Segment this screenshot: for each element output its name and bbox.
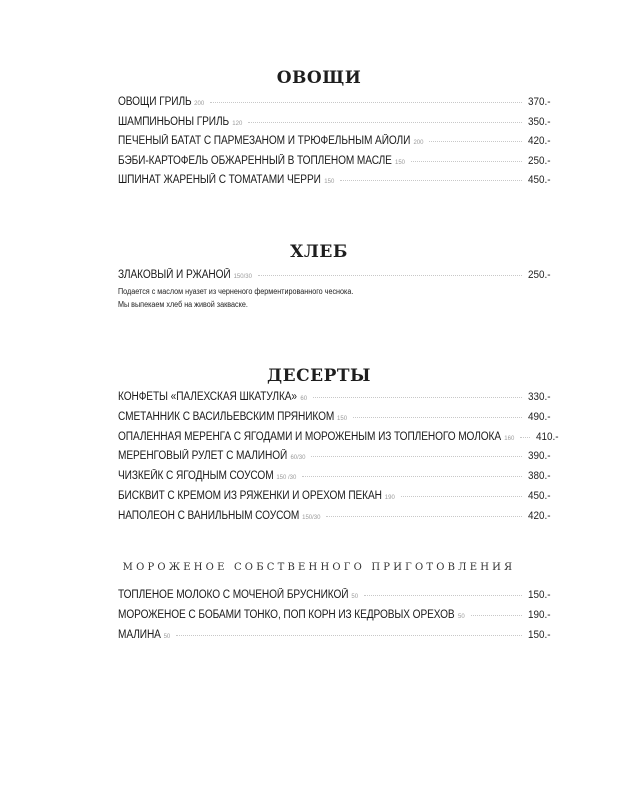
- section-title-bread: ХЛЕБ: [290, 242, 348, 262]
- leader-dots: [176, 635, 522, 636]
- leader-dots: [364, 595, 522, 596]
- menu-item: [118, 96, 556, 112]
- item-price: 150.-: [528, 589, 551, 601]
- item-name: ШПИНАТ ЖАРЕНЫЙ С ТОМАТАМИ ЧЕРРИ: [118, 174, 321, 186]
- leader-dots: [258, 275, 522, 276]
- item-price: 330.-: [528, 391, 551, 403]
- item-price: 410.-: [536, 431, 559, 443]
- item-price: 420.-: [528, 510, 551, 522]
- item-weight: 150: [394, 160, 405, 166]
- bread-note: Подается с маслом нуазет из черненого ферментированного чеснока.: [118, 287, 354, 296]
- item-name: ОПАЛЕННАЯ МЕРЕНГА С ЯГОДАМИ И МОРОЖЕНЫМ ИЗ ТОПЛЕНОГО МОЛОКА: [118, 431, 502, 443]
- item-weight: 150/30: [233, 274, 252, 280]
- item-weight: 120: [232, 121, 243, 127]
- item-weight: 150/30: [302, 515, 321, 521]
- item-price: 420.-: [528, 135, 551, 147]
- menu-item: [118, 609, 556, 625]
- leader-dots: [313, 397, 522, 398]
- item-name: МЕРЕНГОВЫЙ РУЛЕТ С МАЛИНОЙ: [118, 450, 288, 462]
- menu-item: [118, 174, 556, 190]
- item-name: МОРОЖЕНОЕ С БОБАМИ ТОНКО, ПОП КОРН ИЗ КЕДРОВЫХ ОРЕХОВ: [118, 609, 455, 621]
- item-weight: 60: [300, 396, 308, 402]
- item-price: 150.-: [528, 629, 551, 641]
- leader-dots: [326, 516, 522, 517]
- menu-item: [118, 510, 556, 526]
- item-name: ТОПЛЕНОЕ МОЛОКО С МОЧЕНОЙ БРУСНИКОЙ: [118, 589, 349, 601]
- menu-item: [118, 411, 556, 427]
- leader-dots: [401, 496, 522, 497]
- item-name: БИСКВИТ С КРЕМОМ ИЗ РЯЖЕНКИ И ОРЕХОМ ПЕКАН: [118, 490, 382, 502]
- item-price: 250.-: [528, 155, 551, 167]
- item-name: МАЛИНА: [118, 629, 161, 641]
- menu-item: [118, 629, 556, 645]
- leader-dots: [248, 122, 522, 123]
- item-name: НАПОЛЕОН С ВАНИЛЬНЫМ СОУСОМ: [118, 510, 300, 522]
- item-name: ЧИЗКЕЙК С ЯГОДНЫМ СОУСОМ: [118, 470, 274, 482]
- item-weight: 50: [163, 634, 171, 640]
- menu-item: [118, 431, 559, 447]
- section-title-icecream: МОРОЖЕНОЕ СОБСТВЕННОГО ПРИГОТОВЛЕНИЯ: [122, 562, 516, 573]
- item-weight: 200: [413, 140, 424, 146]
- item-price: 450.-: [528, 490, 551, 502]
- item-price: 490.-: [528, 411, 551, 423]
- bread-note: Мы выпекаем хлеб на живой закваске.: [118, 300, 248, 309]
- item-name: ШАМПИНЬОНЫ ГРИЛЬ: [118, 116, 230, 128]
- item-price: 250.-: [528, 269, 551, 281]
- section-title-desserts: ДЕСЕРТЫ: [267, 366, 371, 386]
- item-weight: 200: [194, 101, 205, 107]
- menu-item: [118, 116, 556, 132]
- leader-dots: [302, 476, 522, 477]
- section-title-vegetables: ОВОЩИ: [276, 68, 362, 88]
- item-weight: 150: [324, 179, 335, 185]
- item-name: СМЕТАННИК С ВАСИЛЬЕВСКИМ ПРЯНИКОМ: [118, 411, 335, 423]
- item-price: 380.-: [528, 470, 551, 482]
- leader-dots: [429, 141, 522, 142]
- leader-dots: [471, 615, 522, 616]
- leader-dots: [520, 437, 530, 438]
- item-weight: 60/30: [290, 455, 306, 461]
- leader-dots: [340, 180, 522, 181]
- item-price: 190.-: [528, 609, 551, 621]
- menu-item: [118, 135, 556, 151]
- item-weight: 50: [351, 594, 359, 600]
- item-weight: 50: [458, 614, 465, 620]
- leader-dots: [411, 161, 522, 162]
- leader-dots: [311, 456, 522, 457]
- item-price: 370.-: [528, 96, 551, 108]
- menu-item: [118, 470, 556, 486]
- item-weight: 190: [384, 495, 395, 501]
- item-price: 390.-: [528, 450, 551, 462]
- item-name: ОВОЩИ ГРИЛЬ: [118, 96, 192, 108]
- item-name: ЗЛАКОВЫЙ И РЖАНОЙ: [118, 269, 231, 281]
- menu-item: [118, 450, 556, 466]
- menu-item: [118, 490, 556, 506]
- menu-item: [118, 589, 556, 605]
- item-name: КОНФЕТЫ «ПАЛЕХСКАЯ ШКАТУЛКА»: [118, 391, 297, 403]
- item-weight: 150 /30: [276, 475, 297, 481]
- leader-dots: [210, 102, 522, 103]
- menu-item: [118, 269, 556, 285]
- item-weight: 150: [337, 416, 348, 422]
- item-name: ПЕЧЕНЫЙ БАТАТ С ПАРМЕЗАНОМ И ТРЮФЕЛЬНЫМ АЙОЛИ: [118, 135, 411, 147]
- leader-dots: [353, 417, 522, 418]
- menu-item: [118, 155, 556, 171]
- item-price: 350.-: [528, 116, 551, 128]
- item-weight: 160: [504, 436, 515, 442]
- menu-item: [118, 391, 556, 407]
- item-price: 450.-: [528, 174, 551, 186]
- item-name: БЭБИ-КАРТОФЕЛЬ ОБЖАРЕННЫЙ В ТОПЛЕНОМ МАСЛЕ: [118, 155, 392, 167]
